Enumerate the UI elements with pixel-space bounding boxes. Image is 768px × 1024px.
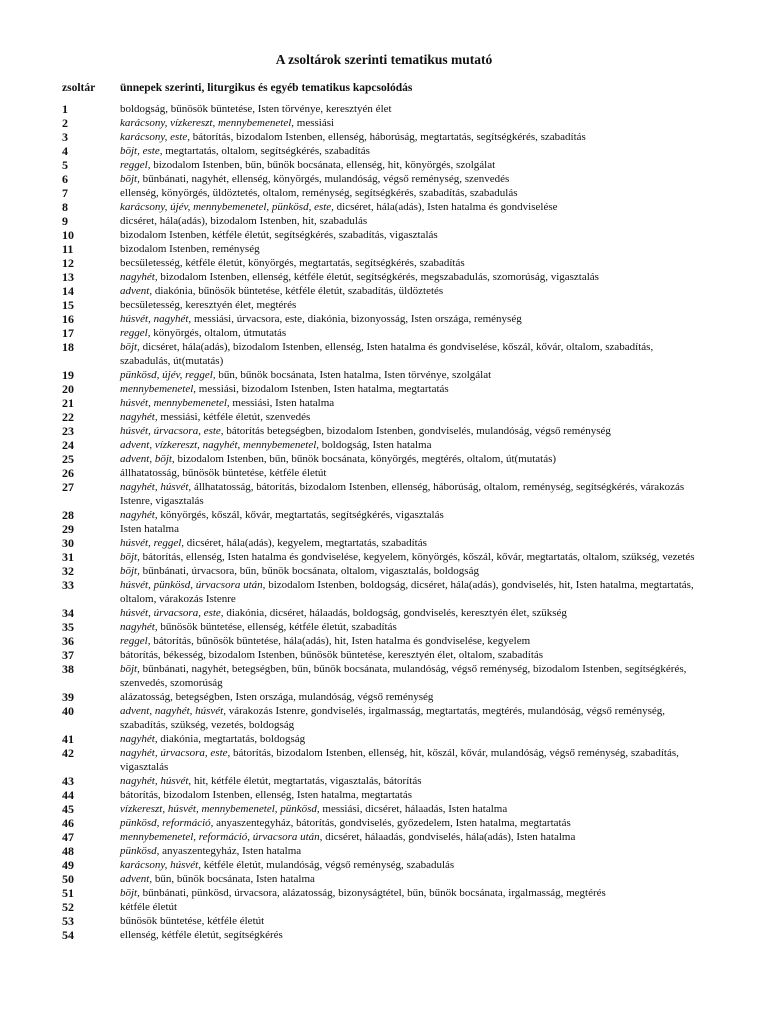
page-title: A zsoltárok szerinti tematikus mutató xyxy=(275,52,493,67)
psalm-topics xyxy=(120,564,700,578)
psalm-topics xyxy=(120,690,700,704)
psalm-topics xyxy=(120,928,700,942)
psalm-topics xyxy=(120,186,700,200)
psalm-row xyxy=(0,662,768,690)
thematic-topics: boldogság, bűnösök büntetése, Isten törvénye, keresztyén élet xyxy=(120,103,392,115)
thematic-topics: becsületesség, kétféle életút, könyörgés, megtartatás, segítségkérés, szabadítás xyxy=(120,257,465,269)
psalm-row xyxy=(0,284,768,298)
thematic-topics: hit, kétféle életút, megtartatás, vigasztalás, bátorítás xyxy=(191,775,422,787)
thematic-topics: bátorítás, bizodalom Istenben, ellenség, Isten hatalma, megtartatás xyxy=(120,789,413,801)
psalm-row xyxy=(0,410,768,424)
psalm-row xyxy=(0,382,768,396)
liturgical-occasions: böjt, xyxy=(120,663,140,675)
thematic-topics: dicséret, hála(adás), bizodalom Istenben, ellenség, Isten hatalma és gondviselése, kőszál, kővár, oltalom, szabadítás, szabadulás, út(mutatás) xyxy=(120,341,654,367)
psalm-topics xyxy=(120,858,700,872)
thematic-topics: messiási xyxy=(294,117,335,129)
psalm-number: 12 xyxy=(62,256,74,270)
psalm-number: 13 xyxy=(62,270,74,284)
psalm-number: 22 xyxy=(62,410,74,424)
psalm-number: 47 xyxy=(62,830,74,844)
psalm-topics xyxy=(120,452,700,466)
psalm-topics xyxy=(120,130,700,144)
liturgical-occasions: nagyhét, úrvacsora, este, xyxy=(120,747,231,759)
liturgical-occasions: advent, xyxy=(120,285,153,297)
psalm-number: 17 xyxy=(62,326,74,340)
thematic-topics: ellenség, kétféle életút, segítségkérés xyxy=(120,929,283,941)
liturgical-occasions: böjt, xyxy=(120,887,140,899)
psalm-topics xyxy=(120,410,700,424)
thematic-topics: boldogság, Isten hatalma xyxy=(319,439,432,451)
psalm-number: 41 xyxy=(62,732,74,746)
psalm-row xyxy=(0,858,768,872)
psalm-number: 29 xyxy=(62,522,74,536)
liturgical-occasions: nagyhét, húsvét, xyxy=(120,775,192,787)
psalm-number: 2 xyxy=(62,116,68,130)
liturgical-occasions: advent, vízkereszt, nagyhét, mennybemenetel, xyxy=(120,439,320,451)
psalm-topics xyxy=(120,900,700,914)
psalm-row xyxy=(0,424,768,438)
thematic-topics: várakozás Istenre, gondviselés, irgalmasság, megtartatás, megtérés, mulandóság, végső reménység, szabadítás, szükség, vezetés, boldogság xyxy=(120,705,666,731)
psalm-number: 27 xyxy=(62,480,74,494)
psalm-number: 54 xyxy=(62,928,74,942)
psalm-row xyxy=(0,690,768,704)
psalm-row xyxy=(0,816,768,830)
psalm-topics xyxy=(120,620,700,634)
thematic-topics: kétféle életút, mulandóság, végső reménység, szabadulás xyxy=(200,859,455,871)
psalm-number: 25 xyxy=(62,452,74,466)
psalm-number: 49 xyxy=(62,858,74,872)
psalm-row xyxy=(0,928,768,942)
psalm-topics xyxy=(120,802,700,816)
psalm-row xyxy=(0,158,768,172)
thematic-topics: messiási, Isten hatalma xyxy=(229,397,335,409)
psalm-number: 18 xyxy=(62,340,74,354)
psalm-topics xyxy=(120,284,700,298)
liturgical-occasions: böjt, xyxy=(120,565,140,577)
psalm-number: 9 xyxy=(62,214,68,228)
liturgical-occasions: pünkösd, újév, reggel, xyxy=(120,369,216,381)
liturgical-occasions: húsvét, nagyhét, xyxy=(120,313,192,325)
psalm-row xyxy=(0,872,768,886)
psalm-number: 7 xyxy=(62,186,68,200)
liturgical-occasions: vízkereszt, húsvét, mennybemenetel, pünkösd, xyxy=(120,803,320,815)
psalm-topics xyxy=(120,396,700,410)
psalm-number: 20 xyxy=(62,382,74,396)
psalm-row xyxy=(0,130,768,144)
liturgical-occasions: karácsony, újév, mennybemenetel, pünkösd, este, xyxy=(120,201,334,213)
column-header-psalm: zsoltár xyxy=(62,82,96,94)
thematic-topics: bűnösök büntetése, kétféle életút xyxy=(120,915,265,927)
psalm-topics xyxy=(120,816,700,830)
psalm-row xyxy=(0,256,768,270)
psalm-topics xyxy=(120,522,700,536)
thematic-topics: bizodalom Istenben, reménység xyxy=(120,243,260,255)
thematic-topics: bűn, bűnök bocsánata, Isten hatalma xyxy=(152,873,315,885)
psalm-topics xyxy=(120,508,700,522)
psalm-topics xyxy=(120,634,700,648)
psalm-topics xyxy=(120,382,700,396)
psalm-row xyxy=(0,270,768,284)
psalm-number: 16 xyxy=(62,312,74,326)
psalm-row xyxy=(0,774,768,788)
liturgical-occasions: advent, xyxy=(120,873,153,885)
column-header-topics: ünnepek szerinti, liturgikus és egyéb tematikus kapcsolódás xyxy=(120,82,413,94)
psalm-topics xyxy=(120,102,700,116)
liturgical-occasions: advent, böjt, xyxy=(120,453,175,465)
psalm-topics xyxy=(120,200,700,214)
psalm-row xyxy=(0,578,768,606)
thematic-topics: alázatosság, betegségben, Isten országa, mulandóság, végső reménység xyxy=(120,691,434,703)
psalm-row xyxy=(0,704,768,732)
psalm-topics xyxy=(120,466,700,480)
psalm-topics xyxy=(120,550,700,564)
liturgical-occasions: mennybemenetel, xyxy=(120,383,197,395)
psalm-topics xyxy=(120,732,700,746)
liturgical-occasions: advent, nagyhét, húsvét, xyxy=(120,705,226,717)
psalm-index-list xyxy=(0,102,768,942)
psalm-number: 10 xyxy=(62,228,74,242)
psalm-row xyxy=(0,172,768,186)
thematic-topics: bizodalom Istenben, bűn, bűnök bocsánata, ellenség, hit, könyörgés, szolgálat xyxy=(150,159,496,171)
psalm-topics xyxy=(120,158,700,172)
psalm-number: 38 xyxy=(62,662,74,676)
thematic-topics: bűnbánati, nagyhét, betegségben, bűn, bűnök bocsánata, mulandóság, végső reménység, bizodalom Istenben, segítségkérés, szenvedés, szomorúság xyxy=(120,663,687,689)
psalm-topics xyxy=(120,144,700,158)
psalm-number: 15 xyxy=(62,298,74,312)
psalm-row xyxy=(0,326,768,340)
liturgical-occasions: húsvét, úrvacsora, este, xyxy=(120,607,224,619)
psalm-number: 5 xyxy=(62,158,68,172)
liturgical-occasions: nagyhét, xyxy=(120,621,158,633)
liturgical-occasions: nagyhét, xyxy=(120,509,158,521)
psalm-topics xyxy=(120,536,700,550)
thematic-topics: dicséret, hála(adás), kegyelem, megtartatás, szabadítás xyxy=(184,537,427,549)
thematic-topics: bizodalom Istenben, ellenség, kétféle életút, segítségkérés, megszabadulás, szomorúság, vigasztalás xyxy=(157,271,599,283)
liturgical-occasions: reggel, xyxy=(120,159,151,171)
psalm-number: 35 xyxy=(62,620,74,634)
psalm-row xyxy=(0,298,768,312)
psalm-number: 46 xyxy=(62,816,74,830)
psalm-row xyxy=(0,732,768,746)
thematic-topics: bizodalom Istenben, bűn, bűnök bocsánata, könyörgés, megtérés, oltalom, út(mutatás) xyxy=(174,453,557,465)
psalm-number: 30 xyxy=(62,536,74,550)
thematic-topics: megtartatás, oltalom, segítségkérés, szabadítás xyxy=(162,145,370,157)
thematic-topics: diakónia, megtartatás, boldogság xyxy=(157,733,306,745)
psalm-row xyxy=(0,914,768,928)
thematic-topics: bátorítás, békesség, bizodalom Istenben, bűnösök büntetése, keresztyén élet, oltalom, szabadítás xyxy=(120,649,544,661)
psalm-row xyxy=(0,648,768,662)
liturgical-occasions: húsvét, mennybemenetel, xyxy=(120,397,230,409)
psalm-topics xyxy=(120,242,700,256)
psalm-number: 42 xyxy=(62,746,74,760)
psalm-topics xyxy=(120,662,700,690)
psalm-row xyxy=(0,312,768,326)
liturgical-occasions: nagyhét, xyxy=(120,733,158,745)
psalm-row xyxy=(0,550,768,564)
liturgical-occasions: nagyhét, xyxy=(120,271,158,283)
thematic-topics: bátorítás betegségben, bizodalom Istenben, gondviselés, mulandóság, végső reménység xyxy=(223,425,611,437)
liturgical-occasions: böjt, xyxy=(120,173,140,185)
psalm-topics xyxy=(120,368,700,382)
thematic-topics: messiási, kétféle életút, szenvedés xyxy=(157,411,311,423)
psalm-topics xyxy=(120,424,700,438)
psalm-number: 44 xyxy=(62,788,74,802)
liturgical-occasions: böjt, xyxy=(120,341,140,353)
thematic-topics: bűnösök büntetése, ellenség, kétféle életút, szabadítás xyxy=(157,621,397,633)
thematic-topics: diakónia, bűnösök büntetése, kétféle életút, szabadítás, üldöztetés xyxy=(152,285,444,297)
psalm-topics xyxy=(120,116,700,130)
psalm-number: 39 xyxy=(62,690,74,704)
psalm-topics xyxy=(120,214,700,228)
liturgical-occasions: pünkösd, xyxy=(120,845,160,857)
psalm-number: 43 xyxy=(62,774,74,788)
thematic-topics: állhatatosság, bűnösök büntetése, kétféle életút xyxy=(120,467,327,479)
psalm-number: 33 xyxy=(62,578,74,592)
psalm-row xyxy=(0,452,768,466)
thematic-topics: becsületesség, keresztyén élet, megtérés xyxy=(120,299,297,311)
thematic-topics: állhatatosság, bátorítás, bizodalom Istenben, ellenség, háborúság, oltalom, reménység, segítségkérés, várakozás Istenre, vigasztalás xyxy=(120,481,685,507)
psalm-row xyxy=(0,900,768,914)
thematic-topics: bűnbánati, pünkösd, úrvacsora, alázatosság, bizonyságtétel, bűn, bűnök bocsánata, irgalmasság, megtérés xyxy=(139,887,606,899)
psalm-topics xyxy=(120,844,700,858)
psalm-row xyxy=(0,886,768,900)
liturgical-occasions: böjt, xyxy=(120,551,140,563)
psalm-row xyxy=(0,606,768,620)
liturgical-occasions: karácsony, húsvét, xyxy=(120,859,201,871)
psalm-topics xyxy=(120,228,700,242)
psalm-topics xyxy=(120,326,700,340)
liturgical-occasions: karácsony, este, xyxy=(120,131,190,143)
thematic-topics: dicséret, hálaadás, gondviselés, hála(adás), Isten hatalma xyxy=(322,831,576,843)
thematic-topics: Isten hatalma xyxy=(120,523,179,535)
psalm-row xyxy=(0,634,768,648)
psalm-topics xyxy=(120,312,700,326)
psalm-topics xyxy=(120,648,700,662)
psalm-row xyxy=(0,340,768,368)
liturgical-occasions: húsvét, pünkösd, úrvacsora után, xyxy=(120,579,266,591)
psalm-number: 28 xyxy=(62,508,74,522)
liturgical-occasions: böjt, este, xyxy=(120,145,163,157)
psalm-number: 51 xyxy=(62,886,74,900)
psalm-number: 24 xyxy=(62,438,74,452)
liturgical-occasions: húsvét, reggel, xyxy=(120,537,185,549)
psalm-number: 11 xyxy=(62,242,74,256)
psalm-row xyxy=(0,564,768,578)
psalm-topics xyxy=(120,788,700,802)
psalm-topics xyxy=(120,480,700,508)
thematic-topics: ellenség, könyörgés, üldöztetés, oltalom, reménység, segítségkérés, szabadítás, szabadulás xyxy=(120,187,518,199)
psalm-row xyxy=(0,844,768,858)
thematic-topics: messiási, úrvacsora, este, diakónia, bizonyosság, Isten országa, reménység xyxy=(191,313,522,325)
psalm-number: 37 xyxy=(62,648,74,662)
psalm-number: 45 xyxy=(62,802,74,816)
psalm-topics xyxy=(120,578,700,606)
thematic-topics: könyörgés, kőszál, kővár, megtartatás, segítségkérés, vigasztalás xyxy=(157,509,444,521)
thematic-topics: dicséret, hála(adás), bizodalom Istenben, hit, szabadulás xyxy=(120,215,368,227)
psalm-number: 53 xyxy=(62,914,74,928)
psalm-number: 34 xyxy=(62,606,74,620)
psalm-number: 50 xyxy=(62,872,74,886)
psalm-row xyxy=(0,200,768,214)
psalm-number: 36 xyxy=(62,634,74,648)
thematic-topics: kétféle életút xyxy=(120,901,178,913)
liturgical-occasions: mennybemenetel, reformáció, úrvacsora után, xyxy=(120,831,323,843)
thematic-topics: bizodalom Istenben, kétféle életút, segítségkérés, szabadítás, vigasztalás xyxy=(120,229,438,241)
liturgical-occasions: karácsony, vízkereszt, mennybemenetel, xyxy=(120,117,295,129)
psalm-number: 3 xyxy=(62,130,68,144)
liturgical-occasions: húsvét, úrvacsora, este, xyxy=(120,425,224,437)
psalm-row xyxy=(0,802,768,816)
psalm-row xyxy=(0,368,768,382)
psalm-row xyxy=(0,214,768,228)
thematic-topics: messiási, bizodalom Istenben, Isten hatalma, megtartatás xyxy=(196,383,449,395)
psalm-topics xyxy=(120,438,700,452)
psalm-row xyxy=(0,102,768,116)
psalm-number: 26 xyxy=(62,466,74,480)
psalm-number: 1 xyxy=(62,102,68,116)
psalm-row xyxy=(0,228,768,242)
psalm-topics xyxy=(120,830,700,844)
thematic-topics: anyaszentegyház, Isten hatalma xyxy=(159,845,302,857)
psalm-row xyxy=(0,746,768,774)
psalm-row xyxy=(0,536,768,550)
psalm-topics xyxy=(120,298,700,312)
thematic-topics: anyaszentegyház, bátorítás, gondviselés, győzedelem, Isten hatalma, megtartatás xyxy=(213,817,571,829)
psalm-topics xyxy=(120,774,700,788)
psalm-number: 4 xyxy=(62,144,68,158)
liturgical-occasions: pünkösd, reformáció, xyxy=(120,817,214,829)
psalm-number: 19 xyxy=(62,368,74,382)
psalm-row xyxy=(0,396,768,410)
psalm-topics xyxy=(120,256,700,270)
psalm-topics xyxy=(120,340,700,368)
thematic-topics: bátorítás, bűnösök büntetése, hála(adás), hit, Isten hatalma és gondviselése, kegyelem xyxy=(150,635,531,647)
thematic-topics: messiási, dicséret, hálaadás, Isten hatalma xyxy=(319,803,508,815)
liturgical-occasions: nagyhét, húsvét, xyxy=(120,481,192,493)
psalm-topics xyxy=(120,872,700,886)
liturgical-occasions: reggel, xyxy=(120,635,151,647)
psalm-number: 31 xyxy=(62,550,74,564)
psalm-row xyxy=(0,508,768,522)
psalm-topics xyxy=(120,270,700,284)
psalm-row xyxy=(0,242,768,256)
psalm-number: 21 xyxy=(62,396,74,410)
psalm-row xyxy=(0,438,768,452)
psalm-topics xyxy=(120,746,700,774)
psalm-row xyxy=(0,788,768,802)
thematic-topics: bátorítás, ellenség, Isten hatalma és gondviselése, kegyelem, könyörgés, kőszál, kővár, megtartatás, oltalom, szükség, vezetés xyxy=(139,551,695,563)
thematic-topics: bűn, bűnök bocsánata, Isten hatalma, Isten törvénye, szolgálat xyxy=(215,369,492,381)
liturgical-occasions: reggel, xyxy=(120,327,151,339)
psalm-number: 23 xyxy=(62,424,74,438)
liturgical-occasions: nagyhét, xyxy=(120,411,158,423)
psalm-topics xyxy=(120,886,700,900)
psalm-topics xyxy=(120,704,700,732)
thematic-topics: könyörgés, oltalom, útmutatás xyxy=(150,327,287,339)
psalm-topics xyxy=(120,172,700,186)
psalm-row xyxy=(0,480,768,508)
thematic-topics: bátorítás, bizodalom Istenben, ellenség, hit, kőszál, kővár, mulandóság, végső reménység, szabadítás, vigasztalás xyxy=(120,747,679,773)
psalm-number: 14 xyxy=(62,284,74,298)
psalm-number: 40 xyxy=(62,704,74,718)
psalm-row xyxy=(0,466,768,480)
psalm-row xyxy=(0,830,768,844)
psalm-topics xyxy=(120,914,700,928)
thematic-topics: bizodalom Istenben, boldogság, dicséret, hála(adás), gondviselés, hit, Isten hatalma, megtartatás, oltalom, várakozás Istenre xyxy=(120,579,694,605)
psalm-row xyxy=(0,116,768,130)
thematic-topics: diakónia, dicséret, hálaadás, boldogság, gondviselés, keresztyén élet, szükség xyxy=(223,607,567,619)
thematic-topics: dicséret, hála(adás), Isten hatalma és gondviselése xyxy=(333,201,558,213)
psalm-row xyxy=(0,144,768,158)
psalm-number: 6 xyxy=(62,172,68,186)
psalm-topics xyxy=(120,606,700,620)
thematic-topics: bűnbánati, nagyhét, ellenség, könyörgés, mulandóság, végső reménység, szenvedés xyxy=(139,173,510,185)
psalm-row xyxy=(0,186,768,200)
psalm-number: 8 xyxy=(62,200,68,214)
psalm-number: 52 xyxy=(62,900,74,914)
psalm-row xyxy=(0,522,768,536)
thematic-topics: bűnbánati, úrvacsora, bűn, bűnök bocsánata, oltalom, vigasztalás, boldogság xyxy=(139,565,479,577)
psalm-row xyxy=(0,620,768,634)
thematic-topics: bátorítás, bizodalom Istenben, ellenség, háborúság, megtartatás, segítségkérés, szabadítás xyxy=(189,131,586,143)
psalm-number: 48 xyxy=(62,844,74,858)
psalm-number: 32 xyxy=(62,564,74,578)
